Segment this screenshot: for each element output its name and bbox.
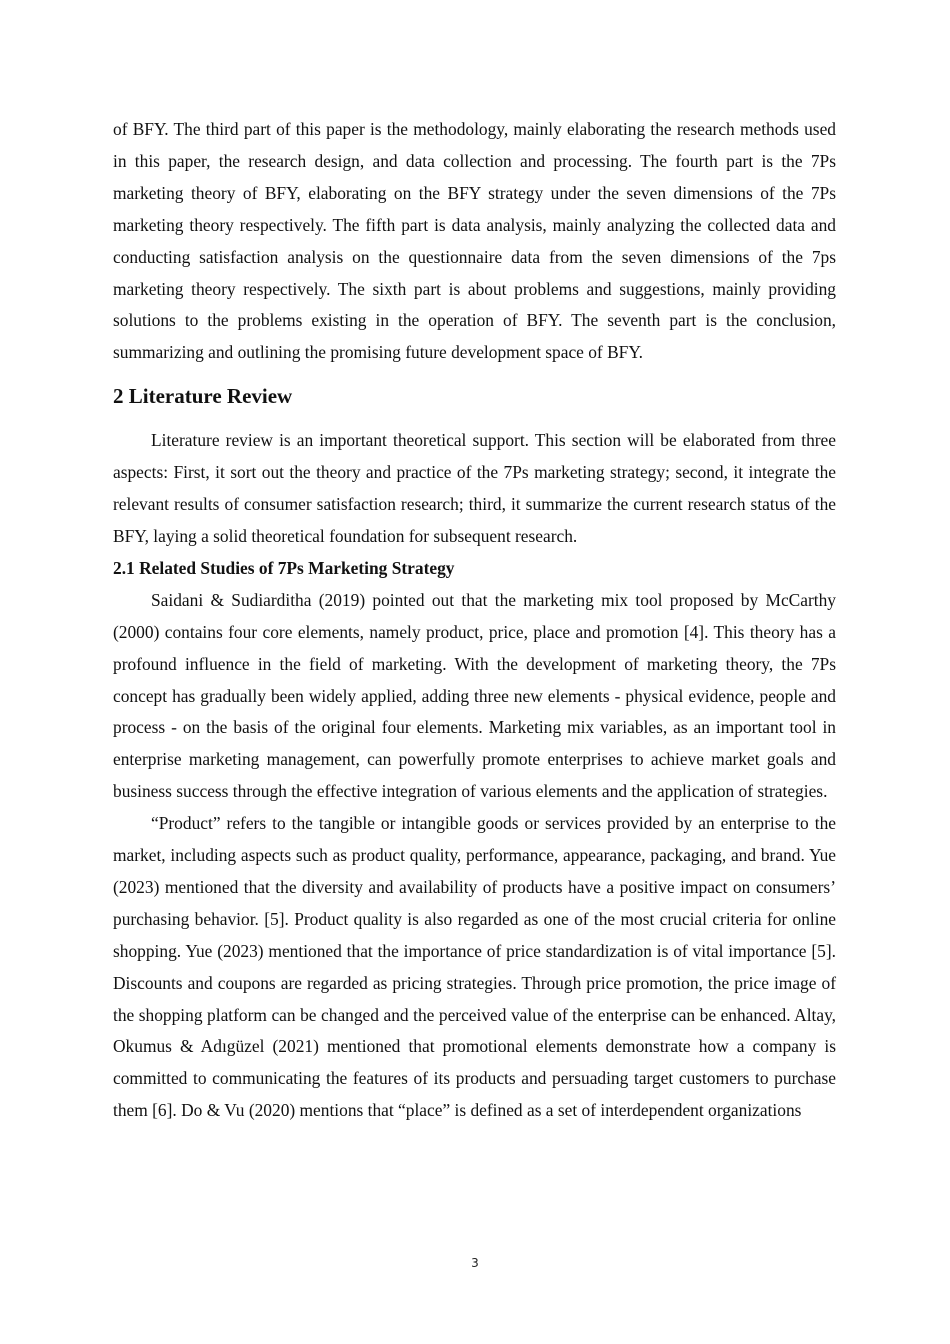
section-heading: 2 Literature Review bbox=[113, 384, 293, 409]
document-page bbox=[113, 114, 836, 1127]
subsection-paragraph-1: Saidani & Sudiarditha (2019) pointed out that the marketing mix tool proposed by McCarthy (2000) contains four core elements, namely product, price, place and promotion [4]. This theory has a profound influence in the field of marketing. With the development of marketing theory, the 7Ps concept has gradually been widely applied, adding three new elements - physical evidence, people and process - on the basis of the original four elements. Marketing mix variables, as an important tool in enterprise marketing management, can powerfully promote enterprises to achieve market goals and business success through the effective integration of various elements and the application of strategies. bbox=[113, 589, 836, 802]
intro-paragraph: of BFY. The third part of this paper is the methodology, mainly elaborating the research methods used in this paper, the research design, and data collection and processing. The fourth part is the 7Ps marketing theory of BFY, elaborating on the BFY strategy under the seven dimensions of the 7Ps marketing theory respectively. The fifth part is data analysis, mainly analyzing the collected data and conducting satisfaction analysis on the questionnaire data from the seven dimensions of the 7ps marketing theory respectively. The sixth part is about problems and suggestions, mainly providing solutions to the problems existing in the operation of BFY. The seventh part is the conclusion, summarizing and outlining the promising future development space of BFY. bbox=[113, 119, 836, 363]
subsection-heading: 2.1 Related Studies of 7Ps Marketing Strategy bbox=[113, 557, 455, 578]
section-paragraph: Literature review is an important theoretical support. This section will be elaborated from three aspects: First, it sort out the theory and practice of the 7Ps marketing strategy; second, it integrate the relevant results of consumer satisfaction research; third, it summarize the current research status of the BFY, laying a solid theoretical foundation for subsequent research. bbox=[113, 430, 836, 546]
page-number: 3 bbox=[471, 1256, 479, 1270]
subsection-paragraph-2: “Product” refers to the tangible or intangible goods or services provided by an enterprise to the market, including aspects such as product quality, performance, appearance, packaging, and brand. Yue (2023) mentioned that the diversity and availability of products have a positive impact on consumers’ purchasing behavior. [5]. Product quality is also regarded as one of the most crucial criteria for online shopping. Yue (2023) mentioned that the importance of price standardization is of vital importance [5]. Discounts and coupons are regarded as pricing strategies. Through price promotion, the price image of the shopping platform can be changed and the perceived value of the enterprise can be enhanced. Altay, Okumus & Adıgüzel (2021) mentioned that promotional elements demonstrate how a company is committed to communicating the features of its products and persuading target customers to purchase them [6]. Do & Vu (2020) mentions that “place” is defined as a set of interdependent organizations bbox=[113, 813, 836, 1121]
